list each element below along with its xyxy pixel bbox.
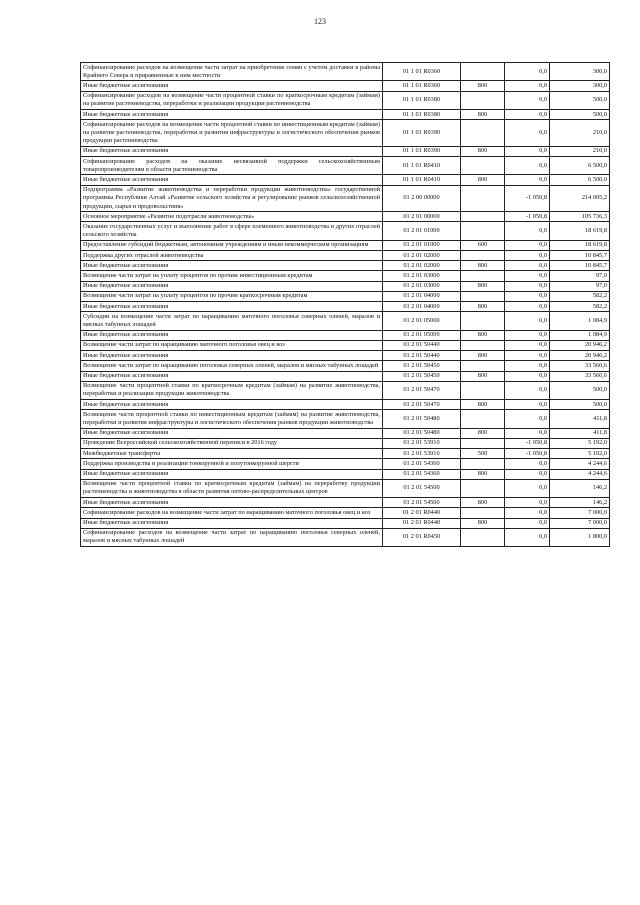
row-name: Иные бюджетные ассигнования	[81, 351, 383, 361]
row-change: 0,0	[505, 381, 550, 399]
table-row	[81, 498, 610, 508]
row-code: 01 2 01 53910	[383, 449, 461, 459]
budget-table	[80, 62, 610, 547]
row-total: 18 619,8	[550, 222, 610, 240]
row-change: 0,0	[505, 175, 550, 185]
row-code: 01 2 01 50450	[383, 361, 461, 371]
row-change: 0,0	[505, 410, 550, 428]
table-row	[81, 291, 610, 301]
row-total: 1 084,9	[550, 312, 610, 330]
row-code: 01 2 01 50450	[383, 371, 461, 381]
row-code: 01 2 01 50440	[383, 351, 461, 361]
row-expense-type: 500	[461, 449, 505, 459]
row-expense-type: 800	[461, 428, 505, 438]
table-row	[81, 371, 610, 381]
row-change: 0,0	[505, 146, 550, 156]
table-row	[81, 271, 610, 281]
row-name: Оказание государственных услуг и выполнение работ в сфере племенного животноводства и других отраслей сельского хозяйства	[81, 222, 383, 240]
row-code: 01 1 01 R0390	[383, 146, 461, 156]
row-total: 582,2	[550, 291, 610, 301]
row-name: Возмещение части процентной ставки по инвестиционным кредитам (займам) на развитие животноводства, переработки и развития инфраструктуры и логистического обеспечения рынков продукции животноводства	[81, 410, 383, 428]
row-total: 10 845,7	[550, 261, 610, 271]
table-row	[81, 508, 610, 518]
row-expense-type: 800	[461, 302, 505, 312]
row-expense-type: 800	[461, 81, 505, 91]
row-code: 01 1 01 R0380	[383, 110, 461, 120]
row-total: 4 244,6	[550, 469, 610, 479]
row-expense-type	[461, 222, 505, 240]
table-row	[81, 438, 610, 448]
table-row	[81, 81, 610, 91]
row-total: 500,0	[550, 91, 610, 109]
row-total: 105 736,3	[550, 212, 610, 222]
row-change: 0,0	[505, 91, 550, 109]
row-total: 1 084,9	[550, 330, 610, 340]
table-row	[81, 361, 610, 371]
row-name: Софинансирование расходов на возмещение части затрат на приобретение семян с учетом доставки в районы Крайнего Севера и приравненные к ним местности	[81, 63, 383, 81]
row-expense-type: 800	[461, 371, 505, 381]
row-expense-type: 800	[461, 175, 505, 185]
row-change: 0,0	[505, 261, 550, 271]
row-change: 0,0	[505, 361, 550, 371]
row-name: Проведение Всероссийской сельскохозяйственной переписи в 2016 году	[81, 438, 383, 448]
row-name: Иные бюджетные ассигнования	[81, 330, 383, 340]
row-expense-type: 800	[461, 261, 505, 271]
row-total: 500,0	[550, 381, 610, 399]
row-change: 0,0	[505, 330, 550, 340]
row-code: 01 2 01 54500	[383, 498, 461, 508]
row-change: -1 050,8	[505, 449, 550, 459]
row-change: 0,0	[505, 459, 550, 469]
row-total: 33 560,6	[550, 371, 610, 381]
row-total: 18 619,8	[550, 240, 610, 250]
row-total: 33 560,6	[550, 361, 610, 371]
row-code: 01 2 01 50480	[383, 428, 461, 438]
row-expense-type	[461, 63, 505, 81]
row-name: Возмещение части затрат по наращиванию маточного поголовья овец и коз	[81, 340, 383, 350]
row-expense-type: 800	[461, 110, 505, 120]
row-name: Основное мероприятие «Развитие подотрасли животноводства»	[81, 212, 383, 222]
row-code: 01 2 01 04000	[383, 302, 461, 312]
row-expense-type: 800	[461, 518, 505, 528]
row-expense-type	[461, 459, 505, 469]
row-change: -1 050,8	[505, 185, 550, 212]
row-code: 01 2 01 R0440	[383, 518, 461, 528]
table-row	[81, 261, 610, 271]
row-name: Иные бюджетные ассигнования	[81, 146, 383, 156]
table-row	[81, 330, 610, 340]
row-name: Иные бюджетные ассигнования	[81, 428, 383, 438]
row-expense-type	[461, 185, 505, 212]
row-code: 01 2 01 05000	[383, 330, 461, 340]
row-name: Иные бюджетные ассигнования	[81, 371, 383, 381]
table-row	[81, 400, 610, 410]
table-row	[81, 240, 610, 250]
row-total: 411,8	[550, 428, 610, 438]
row-name: Поддержка других отраслей животноводства	[81, 251, 383, 261]
row-name: Предоставление субсидий бюджетным, автономным учреждениям и иным некоммерческим организациям	[81, 240, 383, 250]
row-name: Иные бюджетные ассигнования	[81, 518, 383, 528]
row-code: 01 2 01 04000	[383, 291, 461, 301]
row-expense-type	[461, 312, 505, 330]
row-total: 500,0	[550, 110, 610, 120]
row-name: Иные бюджетные ассигнования	[81, 110, 383, 120]
table-row	[81, 63, 610, 81]
row-expense-type	[461, 291, 505, 301]
row-code: 01 2 01 03000	[383, 271, 461, 281]
row-total: 582,2	[550, 302, 610, 312]
row-name: Иные бюджетные ассигнования	[81, 261, 383, 271]
row-total: 4 244,6	[550, 459, 610, 469]
row-total: 214 005,2	[550, 185, 610, 212]
row-change: -1 050,8	[505, 212, 550, 222]
row-total: 97,0	[550, 271, 610, 281]
row-total: 7 000,0	[550, 518, 610, 528]
row-expense-type	[461, 212, 505, 222]
table-row	[81, 312, 610, 330]
row-name: Иные бюджетные ассигнования	[81, 81, 383, 91]
table-row	[81, 157, 610, 175]
table-row	[81, 302, 610, 312]
row-expense-type	[461, 120, 505, 147]
row-name: Иные бюджетные ассигнования	[81, 498, 383, 508]
table-row	[81, 222, 610, 240]
table-row	[81, 212, 610, 222]
row-code: 01 2 01 54360	[383, 469, 461, 479]
row-expense-type: 800	[461, 281, 505, 291]
row-code: 01 2 01 50440	[383, 340, 461, 350]
row-expense-type	[461, 438, 505, 448]
row-expense-type	[461, 340, 505, 350]
table-row	[81, 459, 610, 469]
row-total: 5 192,0	[550, 449, 610, 459]
table-row	[81, 175, 610, 185]
row-change: -1 050,8	[505, 438, 550, 448]
row-total: 6 500,0	[550, 157, 610, 175]
table-row	[81, 110, 610, 120]
row-total: 97,0	[550, 281, 610, 291]
row-total: 1 800,0	[550, 528, 610, 546]
row-total: 5 192,0	[550, 438, 610, 448]
row-expense-type	[461, 528, 505, 546]
row-code: 01 2 01 54360	[383, 459, 461, 469]
table-row	[81, 120, 610, 147]
row-total: 10 845,7	[550, 251, 610, 261]
row-code: 01 2 01 R0440	[383, 508, 461, 518]
table-row	[81, 518, 610, 528]
row-code: 01 2 01 03000	[383, 281, 461, 291]
row-change: 0,0	[505, 291, 550, 301]
row-expense-type: 800	[461, 351, 505, 361]
row-expense-type: 800	[461, 469, 505, 479]
row-change: 0,0	[505, 371, 550, 381]
row-name: Иные бюджетные ассигнования	[81, 469, 383, 479]
row-total: 6 500,0	[550, 175, 610, 185]
row-code: 01 1 01 R0390	[383, 120, 461, 147]
row-change: 0,0	[505, 271, 550, 281]
row-name: Субсидии на возмещение части затрат по наращиванию маточного поголовья северных оленей, маралов и мясных табунных лошадей	[81, 312, 383, 330]
table-row	[81, 281, 610, 291]
row-code: 01 2 01 05000	[383, 312, 461, 330]
page-number: 123	[314, 17, 326, 26]
row-expense-type	[461, 479, 505, 497]
row-change: 0,0	[505, 400, 550, 410]
row-total: 210,0	[550, 120, 610, 147]
table-row	[81, 479, 610, 497]
row-expense-type: 800	[461, 330, 505, 340]
table-row	[81, 146, 610, 156]
row-code: 01 1 01 R0380	[383, 91, 461, 109]
row-name: Межбюджетные трансферты	[81, 449, 383, 459]
row-code: 01 2 01 54500	[383, 479, 461, 497]
row-change: 0,0	[505, 63, 550, 81]
row-name: Иные бюджетные ассигнования	[81, 302, 383, 312]
row-total: 146,2	[550, 498, 610, 508]
row-expense-type: 600	[461, 240, 505, 250]
row-expense-type	[461, 157, 505, 175]
row-code: 01 2 01 R0450	[383, 528, 461, 546]
row-change: 0,0	[505, 479, 550, 497]
row-code: 01 2 00 00000	[383, 185, 461, 212]
row-name: Софинансирование расходов на возмещение части процентной ставки по инвестиционным кредитам (займам) на развитие растениеводства, переработки и развития инфраструктуры и логистического обеспечения рынков продукции растениеводства	[81, 120, 383, 147]
row-name: Иные бюджетные ассигнования	[81, 281, 383, 291]
row-expense-type: 800	[461, 146, 505, 156]
row-change: 0,0	[505, 518, 550, 528]
row-name: Софинансирование расходов на оказание несвязанной поддержки сельскохозяйственным товаропроизводителям в области растениеводства	[81, 157, 383, 175]
row-change: 0,0	[505, 281, 550, 291]
row-expense-type	[461, 410, 505, 428]
row-code: 01 1 01 R0360	[383, 63, 461, 81]
row-name: Возмещение части затрат на уплату процентов по прочим краткосрочным кредитам	[81, 291, 383, 301]
row-name: Поддержка производства и реализации тонкорунной и полутонкорунной шерсти	[81, 459, 383, 469]
row-name: Возмещение части процентной ставки по краткосрочным кредитам (займам) на развитие животноводства, переработки и реализации продукции животноводства	[81, 381, 383, 399]
row-code: 01 2 01 50480	[383, 410, 461, 428]
table-row	[81, 351, 610, 361]
row-name: Возмещение части процентной ставки по краткосрочным кредитам (займам) на переработку продукции растениеводства и животноводства в области развития оптово-распределительных центров	[81, 479, 383, 497]
row-name: Возмещение части затрат на уплату процентов по прочим инвестиционным кредитам	[81, 271, 383, 281]
table-row	[81, 185, 610, 212]
row-change: 0,0	[505, 528, 550, 546]
row-change: 0,0	[505, 81, 550, 91]
row-code: 01 2 01 53910	[383, 438, 461, 448]
row-total: 500,0	[550, 400, 610, 410]
row-expense-type	[461, 361, 505, 371]
row-change: 0,0	[505, 340, 550, 350]
row-expense-type: 800	[461, 498, 505, 508]
row-change: 0,0	[505, 351, 550, 361]
row-name: Софинансирование расходов на возмещение части затрат по наращиванию поголовья северных оленей, маралов и мясных табунных лошадей	[81, 528, 383, 546]
row-name: Возмещение части затрат по наращиванию поголовья северных оленей, маралов и мясных табунных лошадей	[81, 361, 383, 371]
table-row	[81, 528, 610, 546]
row-name: Софинансирование расходов на возмещение части процентной ставки по краткосрочным кредитам (займам) на развитие растениеводства, переработки и реализации продукции растениеводства	[81, 91, 383, 109]
row-change: 0,0	[505, 312, 550, 330]
row-code: 01 2 01 00000	[383, 212, 461, 222]
row-expense-type	[461, 508, 505, 518]
row-change: 0,0	[505, 157, 550, 175]
row-expense-type	[461, 91, 505, 109]
row-code: 01 2 01 50470	[383, 400, 461, 410]
row-change: 0,0	[505, 302, 550, 312]
row-code: 01 2 01 01000	[383, 222, 461, 240]
row-code: 01 1 01 R0410	[383, 175, 461, 185]
table-row	[81, 469, 610, 479]
row-expense-type	[461, 381, 505, 399]
row-name: Иные бюджетные ассигнования	[81, 400, 383, 410]
row-change: 0,0	[505, 120, 550, 147]
row-code: 01 2 01 50470	[383, 381, 461, 399]
row-code: 01 2 01 02000	[383, 261, 461, 271]
row-total: 20 946,2	[550, 351, 610, 361]
row-code: 01 1 01 R0410	[383, 157, 461, 175]
row-total: 210,0	[550, 146, 610, 156]
row-total: 7 000,0	[550, 508, 610, 518]
row-expense-type	[461, 251, 505, 261]
row-name: Софинансирование расходов на возмещение части затрат по наращиванию маточного поголовья овец и коз	[81, 508, 383, 518]
row-total: 146,2	[550, 479, 610, 497]
row-change: 0,0	[505, 240, 550, 250]
row-change: 0,0	[505, 222, 550, 240]
row-code: 01 2 01 02000	[383, 251, 461, 261]
row-code: 01 1 01 R0360	[383, 81, 461, 91]
row-total: 300,0	[550, 63, 610, 81]
row-change: 0,0	[505, 428, 550, 438]
row-code: 01 2 01 01000	[383, 240, 461, 250]
row-total: 20 946,2	[550, 340, 610, 350]
table-row	[81, 91, 610, 109]
row-total: 411,8	[550, 410, 610, 428]
row-name: Подпрограмма «Развитие животноводства и переработки продукции животноводства» государственной программы Республики Алтай «Развитие сельского хозяйства и регулирование рынков сельскохозяйственной продукции, сырья и продовольствия»	[81, 185, 383, 212]
row-change: 0,0	[505, 110, 550, 120]
row-change: 0,0	[505, 251, 550, 261]
row-expense-type: 800	[461, 400, 505, 410]
row-change: 0,0	[505, 508, 550, 518]
row-change: 0,0	[505, 498, 550, 508]
budget-table-body	[81, 63, 610, 547]
table-row	[81, 251, 610, 261]
row-change: 0,0	[505, 469, 550, 479]
table-row	[81, 428, 610, 438]
row-total: 300,0	[550, 81, 610, 91]
table-row	[81, 340, 610, 350]
row-name: Иные бюджетные ассигнования	[81, 175, 383, 185]
table-row	[81, 449, 610, 459]
table-row	[81, 381, 610, 399]
row-expense-type	[461, 271, 505, 281]
table-row	[81, 410, 610, 428]
